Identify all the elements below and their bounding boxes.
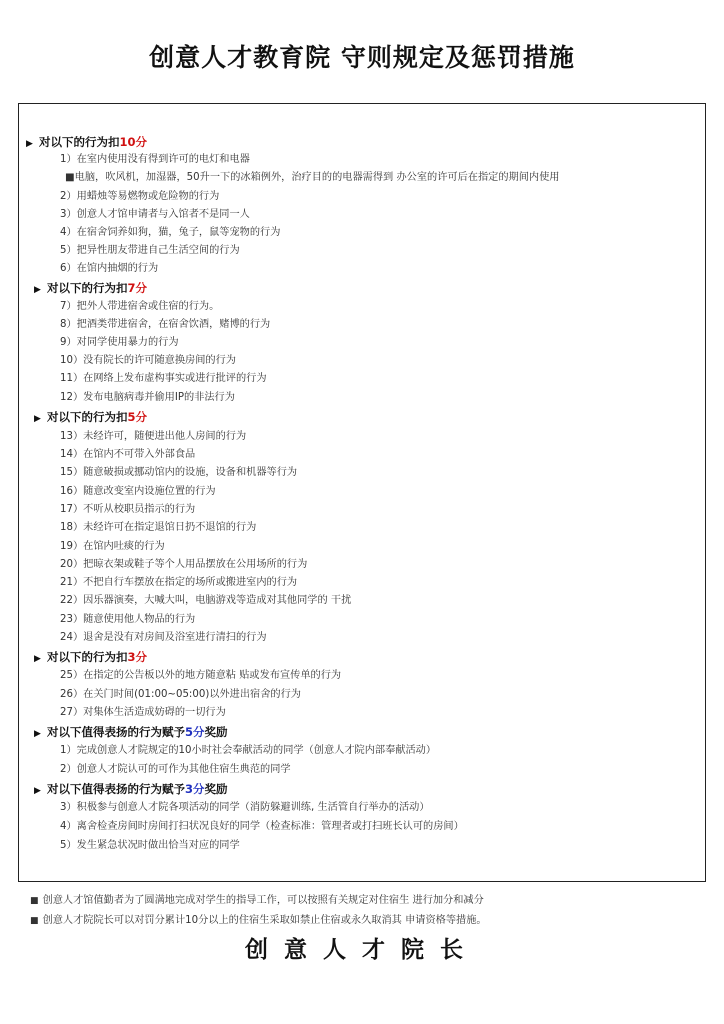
rule-item: 25）在指定的公告板以外的地方随意粘 贴或发布宣传单的行为 (60, 670, 342, 681)
footer-note: ■ 创意人才院院长可以对罚分累计10分以上的住宿生采取如禁止住宿或永久取消其 申请资格等措施。 (30, 915, 487, 926)
rule-item: 27）对集体生活造成妨碍的一切行为 (60, 707, 226, 718)
rule-item: 9）对同学使用暴力的行为 (60, 337, 179, 348)
triangle-bullet-icon: ▶ (26, 139, 33, 149)
triangle-bullet-icon: ▶ (34, 285, 41, 295)
rule-item: 15）随意破损或挪动馆内的设施，设备和机器等行为 (60, 467, 298, 478)
section-reward-5: ▶ 对以下值得表扬的行为赋予5分奖励 (34, 723, 228, 741)
rule-item: 17）不听从校职员指示的行为 (60, 504, 196, 515)
square-bullet-icon: ■ (30, 896, 39, 906)
rule-item: 16）随意改变室内设施位置的行为 (60, 486, 216, 497)
rule-note: ■电脑，吹风机，加湿器，50升一下的冰箱例外，治疗目的的电器需得到 办公室的许可后在指定的期间内使用 (65, 172, 560, 183)
square-bullet-icon: ■ (30, 916, 39, 926)
rule-item: 19）在馆内吐痰的行为 (60, 541, 165, 552)
section-reward-3: ▶ 对以下值得表扬的行为赋予3分奖励 (34, 780, 228, 798)
page-title: 创意人才教育院 守则规定及惩罚措施 (149, 43, 575, 72)
rule-item: 10）没有院长的许可随意换房间的行为 (60, 355, 236, 366)
points-penalty: 10分 (119, 135, 148, 149)
triangle-bullet-icon: ▶ (34, 654, 41, 664)
triangle-bullet-icon: ▶ (34, 786, 41, 796)
rule-item: 18）未经许可在指定退馆日扔不退馆的行为 (60, 522, 257, 533)
points-penalty: 5分 (127, 410, 148, 424)
rule-item: 1）完成创意人才院规定的10小时社会奉献活动的同学（创意人才院内部奉献活动） (60, 745, 437, 756)
rule-item: 3）积极参与创意人才院各项活动的同学（消防躲避训练, 生活管自行举办的活动） (60, 802, 430, 813)
points-penalty: 7分 (127, 281, 148, 295)
signature: 创意人才院长 (245, 937, 479, 963)
rule-item: 2）创意人才院认可的可作为其他住宿生典范的同学 (60, 764, 291, 775)
rule-item: 1）在室内使用没有得到许可的电灯和电器 (60, 154, 250, 165)
rule-item: 11）在网络上发布虚构事实或进行批评的行为 (60, 373, 267, 384)
rule-item: 14）在馆内不可带入外部食品 (60, 449, 196, 460)
rule-item: 24）退舍是没有对房间及浴室进行清扫的行为 (60, 632, 267, 643)
rule-item: 4）离舍检查房间时房间打扫状况良好的同学（检查标准：管理者或打扫班长认可的房间） (60, 821, 464, 832)
rule-item: 22）因乐器演奏，大喊大叫，电脑游戏等造成对其他同学的 干扰 (60, 595, 352, 606)
triangle-bullet-icon: ▶ (34, 414, 41, 424)
points-reward: 3分 (185, 782, 205, 796)
rule-item: 12）发布电脑病毒并偷用IP的非法行为 (60, 392, 235, 403)
rule-item: 5）把异性朋友带进自己生活空间的行为 (60, 245, 240, 256)
section-penalty-3: ▶ 对以下的行为扣3分 (34, 648, 147, 666)
rule-item: 26）在关门时间(01:00~05:00)以外进出宿舍的行为 (60, 689, 301, 700)
rule-item: 5）发生紧急状况时做出恰当对应的同学 (60, 840, 240, 851)
section-penalty-5: ▶ 对以下的行为扣5分 (34, 408, 147, 426)
section-penalty-7: ▶ 对以下的行为扣7分 (34, 279, 147, 297)
rule-item: 2）用蜡烛等易燃物或危险物的行为 (60, 191, 220, 202)
rule-item: 20）把晾衣架或鞋子等个人用品摆放在公用场所的行为 (60, 559, 308, 570)
rules-box (18, 103, 706, 882)
rule-item: 4）在宿舍饲养如狗，猫，兔子，鼠等宠物的行为 (60, 227, 281, 238)
rule-item: 7）把外人带进宿舍或住宿的行为。 (60, 301, 220, 312)
rule-item: 23）随意使用他人物品的行为 (60, 614, 196, 625)
points-reward: 5分 (185, 725, 205, 739)
points-penalty: 3分 (127, 650, 148, 664)
rule-item: 3）创意人才馆申请者与入馆者不是同一人 (60, 209, 250, 220)
rule-item: 6）在馆内抽烟的行为 (60, 263, 159, 274)
rule-item: 13）未经许可，随便进出他人房间的行为 (60, 431, 247, 442)
footer-note: ■ 创意人才馆值勤者为了圆满地完成对学生的指导工作，可以按照有关规定对住宿生 进行加分和减分 (30, 895, 484, 906)
rule-item: 21）不把自行车摆放在指定的场所或搬进室内的行为 (60, 577, 298, 588)
rule-item: 8）把酒类带进宿舍，在宿舍饮酒，赌博的行为 (60, 319, 271, 330)
triangle-bullet-icon: ▶ (34, 729, 41, 739)
section-penalty-10: ▶ 对以下的行为扣10分 (26, 133, 147, 151)
